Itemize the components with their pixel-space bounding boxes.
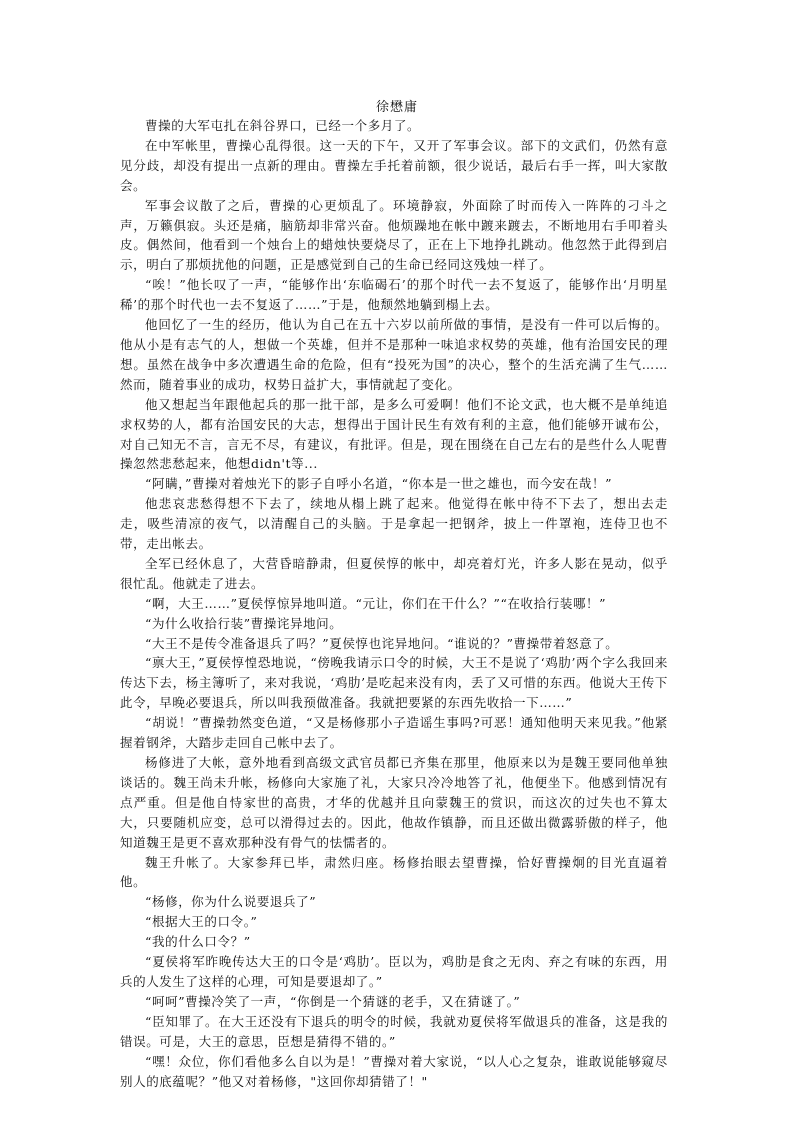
article-body [120,116,668,1091]
paragraph: “胡说！”曹操勃然变色道，“又是杨修那小子造谣生事吗?可恶！通知他明天来见我。”他紧握着钢斧，大踏步走回自己帐中去了。 [120,715,668,751]
paragraph: “呵呵”曹操冷笑了一声，“你倒是一个猜谜的老手，又在猜谜了。” [145,993,521,1009]
paragraph: 杨修进了大帐，意外地看到高级文武官员都已齐集在那里，他原来以为是魏王要同他单独谈话的。魏王尚未升帐，杨修向大家施了礼，大家只冷冷地答了礼，他便坐下。他感到情况有点严重。但是他自恃家世的高贵，才华的优越并且向蒙魏王的赏识，而这次的过失也不算太大，只要随机应变，总可以滑得过去的。因此，他故作镇静，而且还做出微露骄傲的样子，他知道魏王是更不喜欢那种没有骨气的怯懦者的。 [120,755,668,850]
page-title: 徐懋庸 [375,100,418,115]
paragraph: “大王不是传令准备退兵了吗？”夏侯惇也诧异地问。“谁说的？”曹操带着怒意了。 [145,635,619,651]
paragraph: “杨修，你为什么说要退兵了” [145,894,317,910]
paragraph: “唉！”他长叹了一声，“能够作出‘东临碣石’的那个时代一去不复返了，能够作出‘月明星稀’的那个时代也一去不复返了……”于是，他颓然地躺到榻上去。 [120,277,668,313]
paragraph: 军事会议散了之后，曹操的心更烦乱了。环境静寂，外面除了时而传入一阵阵的刁斗之声，万籁俱寂。头还是痛，脑筋却非常兴奋。他烦躁地在帐中踱来踱去，不断地用右手叩着头皮。偶然间，他看到一个烛台上的蜡烛快要烧尽了，正在上下地挣扎跳动。他忽然于此得到启示，明白了那烦扰他的问题，正是感觉到自己的生命已经同这残烛一样了。 [120,197,668,273]
paragraph: 全军已经休息了，大营昏暗静肃，但夏侯惇的帐中，却亮着灯光，许多人影在晃动，似乎很忙乱。他就走了进去。 [120,555,668,591]
paragraph: 在中军帐里，曹操心乱得很。这一天的下午，又开了军事会议。部下的文武们，仍然有意见分歧，却没有提出一点新的理由。曹操左手托着前额，很少说话，最后右手一挥，叫大家散会。 [120,137,668,193]
paragraph: “我的什么口令？” [145,934,251,950]
paragraph: 他悲哀悲愁得想不下去了，续地从榻上跳了起来。他觉得在帐中待不下去了，想出去走走，吸些清凉的夜气，以清醒自己的头脑。于是拿起一把钢斧，披上一件罩袍，连侍卫也不带，走出帐去。 [120,496,668,552]
paragraph: “夏侯将军昨晚传达大王的口令是‘鸡肋’。臣以为，鸡肋是食之无肉、弃之有味的东西，用兵的人发生了这样的心理，可知是要退却了。” [120,954,668,989]
paragraph: “臣知罪了。在大王还没有下退兵的明令的时候，我就劝夏侯将军做退兵的准备，这是我的错误。可是，大王的意思，臣想是猜得不错的。” [120,1013,668,1049]
paragraph: 曹操的大军屯扎在斜谷界口，已经一个多月了。 [145,118,421,133]
paragraph: 他回忆了一生的经历，他认为自己在五十六岁以前所做的事情，是没有一件可以后悔的。他从小是有志气的人，想做一个英雄，但并不是那种一味追求权势的英雄，他有治国安民的理想。虽然在战争中多次遭遇生命的危险，但有“投死为国”的决心，整个的生活充满了生气……然而，随着事业的成功，权势日益扩大，事情就起了变化。 [120,317,668,392]
paragraph: “阿瞒，”曹操对着烛光下的影子自呼小名道，“你本是一世之雄也，而今安在哉！” [145,476,613,492]
paragraph: “禀大王，”夏侯惇惶恐地说，“傍晚我请示口令的时候，大王不是说了‘鸡肋’两个字么我回来传达下去，杨主簿听了，来对我说，‘鸡肋’是吃起来没有肉，丢了又可惜的东西。他说大王传下此令，早晚必要退兵，所以叫我预做准备。我就把要紧的东西先收拾一下……” [120,655,668,711]
paragraph: “为什么收拾行装”曹操诧异地问。 [145,615,343,631]
paragraph: 魏王升帐了。大家参拜已毕，肃然归座。杨修抬眼去望曹操，恰好曹操炯的目光直逼着他。 [120,854,668,890]
paragraph: 他又想起当年跟他起兵的那一批干部，是多么可爱啊！他们不论文武，也大概不是单纯追求权势的人，都有治国安民的大志，想得出于国计民生有效有利的主意，他们能够开诚布公，对自己知无不言，言无不尽，有建议，有批评。但是，现在围绕在自己左右的是些什么人呢曹操忽然悲愁起来，他想didn't等... [120,396,668,472]
paragraph: “根据大王的口令。” [145,914,258,930]
paragraph: “啊，大王……”夏侯惇惊异地叫道。“元让，你们在干什么？”“在收拾行装哪！” [145,595,607,611]
paragraph: “嘿！众位，你们看他多么自以为是！”曹操对着大家说，“以人心之复杂，谁敢说能够窥尽别人的底蕴呢？”他又对着杨修，"这回你却猜错了！" [120,1053,668,1089]
